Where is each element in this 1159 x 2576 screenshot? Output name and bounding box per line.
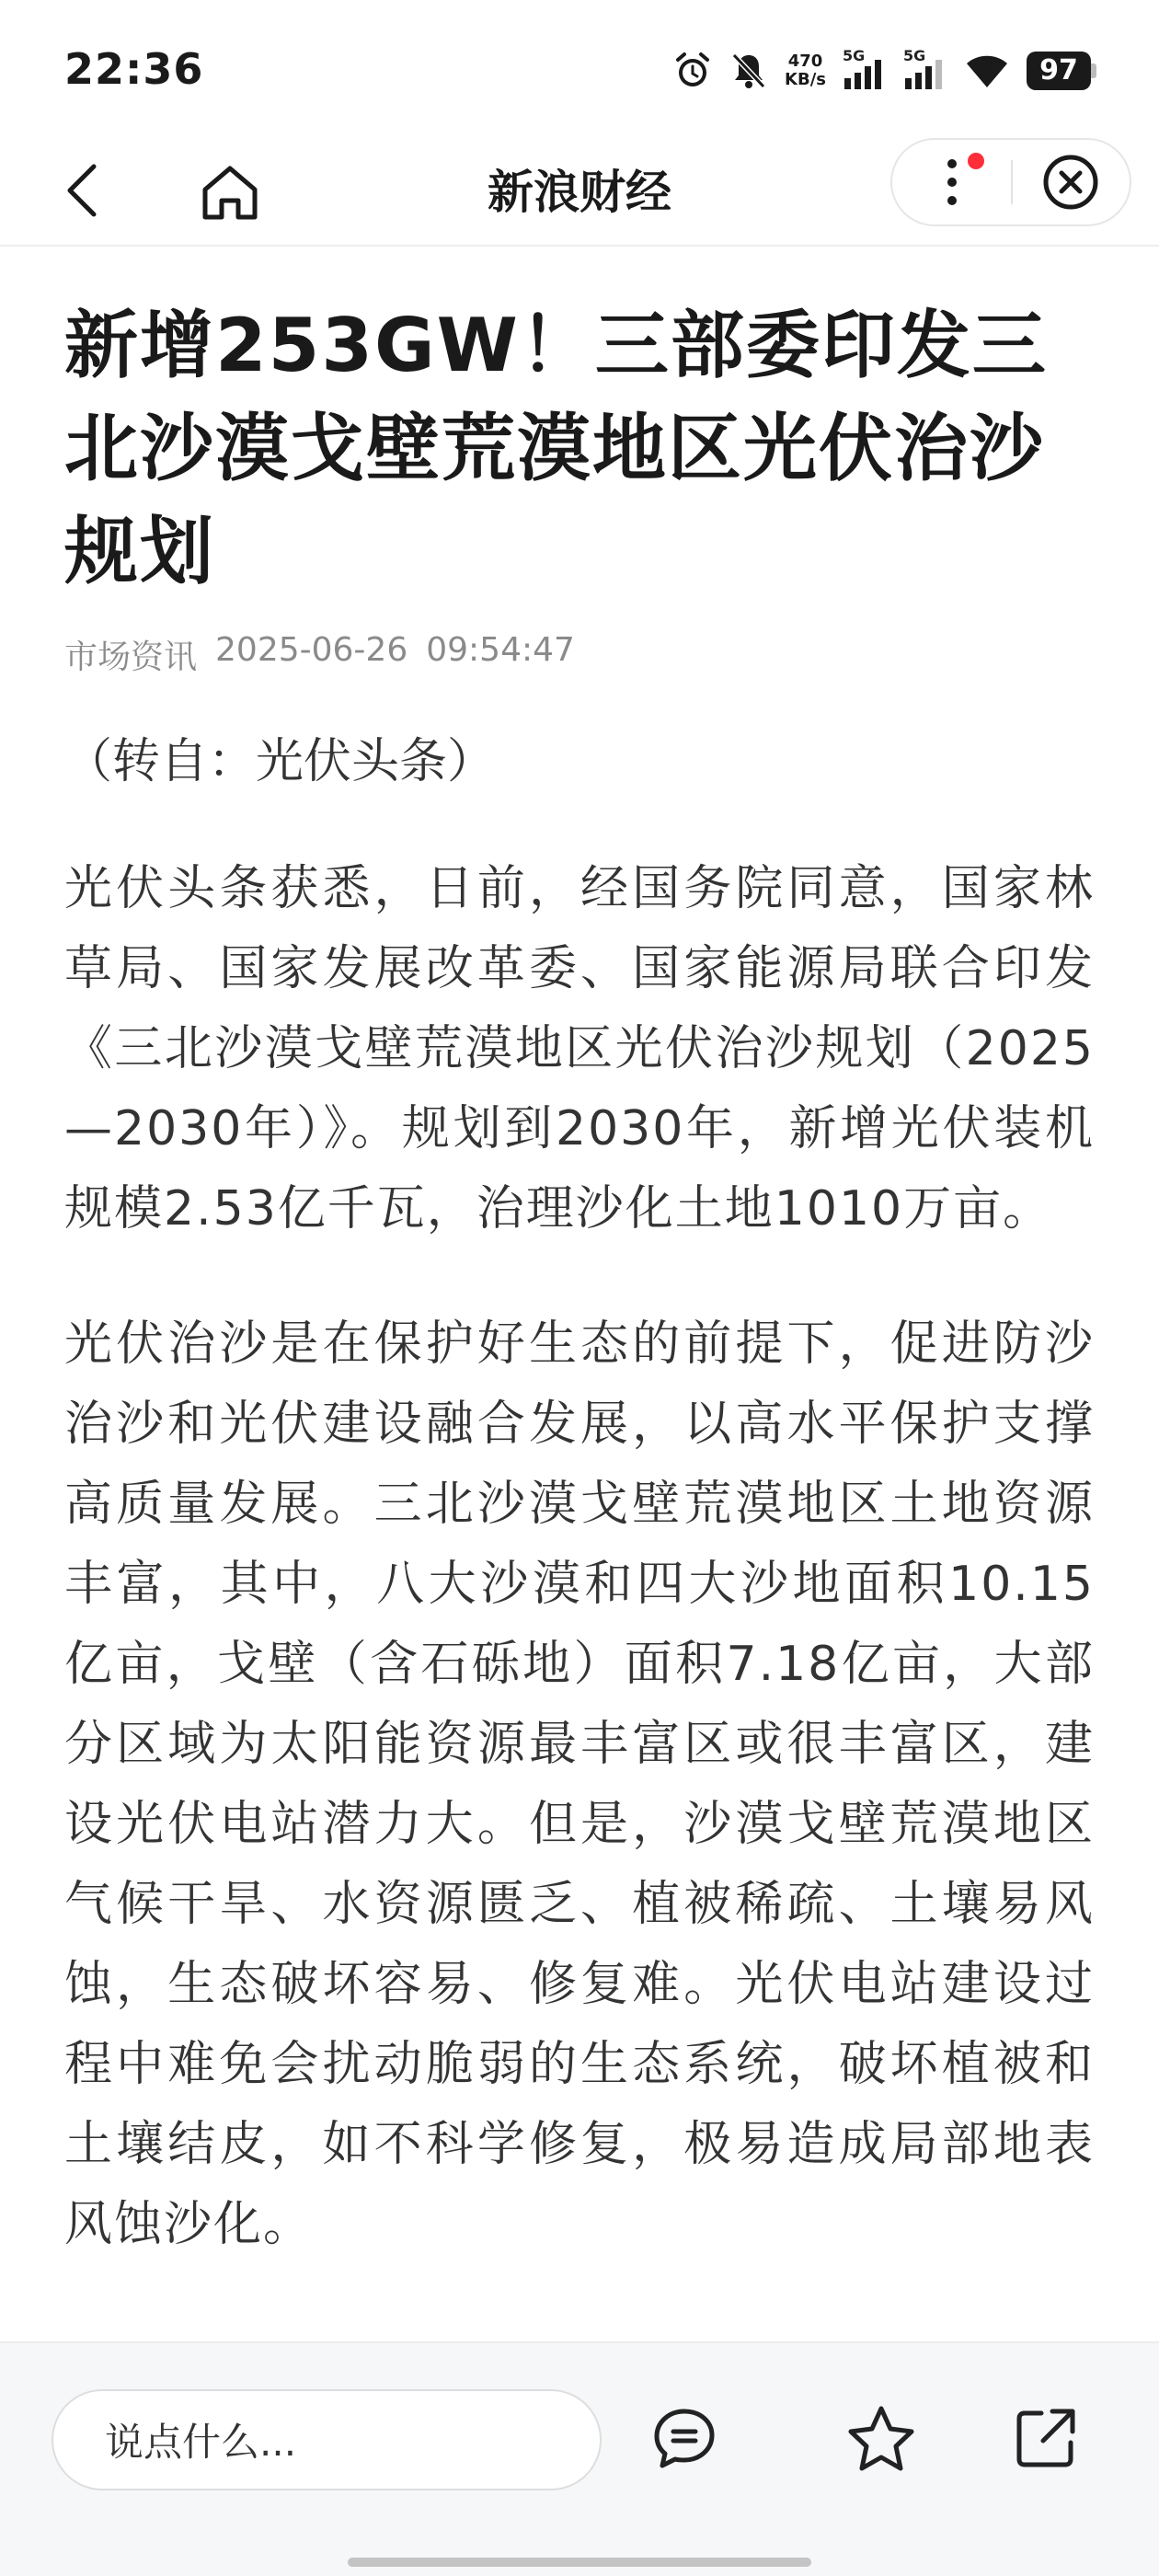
status-icons [672, 48, 1096, 94]
signal-icon [903, 47, 947, 91]
page-title: 新浪财经 [488, 166, 671, 219]
notification-dot [968, 153, 984, 169]
home-button[interactable] [193, 158, 267, 228]
signal-label: 5G [843, 47, 866, 64]
share-icon [1010, 2404, 1080, 2474]
comment-icon [651, 2406, 717, 2472]
bottom-toolbar [0, 2341, 1159, 2576]
net-speed [785, 52, 826, 89]
status-bar [0, 0, 1159, 138]
article-meta [64, 631, 1095, 678]
favorite-button[interactable] [835, 2393, 927, 2485]
article-paragraph: 光伏头条获悉，日前，经国务院同意，国家林草局、国家发展改革委、国家能源局联合印发《三北沙漠戈壁荒漠地区光伏治沙规划（2025—2030年）》。规划到2030年，新增光伏装机规模2.53亿千瓦，治理沙化土地1010万亩。 [64, 861, 1095, 1236]
back-arrow-icon [64, 163, 101, 218]
close-button[interactable] [1013, 140, 1130, 224]
signal-icon [843, 47, 887, 91]
article-source: 市场资讯 [64, 638, 198, 676]
more-icon [945, 155, 959, 210]
home-icon [200, 164, 260, 223]
article [64, 294, 1095, 2265]
mini-program-capsule [890, 138, 1131, 226]
repost-note: （转自：光伏头条） [64, 734, 496, 789]
mute-icon [729, 51, 768, 91]
status-time: 22:36 [64, 44, 204, 94]
article-headline: 新增253GW！三部委印发三北沙漠戈壁荒漠地区光伏治沙规划 [64, 303, 1048, 594]
net-speed-unit: KB/s [785, 70, 826, 89]
comment-placeholder: 说点什么... [105, 2420, 297, 2465]
article-time: 09:54:47 [426, 631, 575, 669]
article-date: 2025-06-26 [215, 631, 408, 669]
battery-icon [1027, 52, 1096, 90]
signal-label: 5G [903, 47, 926, 64]
wifi-icon [964, 51, 1010, 91]
comment-button[interactable] [638, 2393, 730, 2485]
nav-bar [0, 138, 1159, 247]
home-indicator[interactable] [348, 2558, 811, 2567]
share-button[interactable] [999, 2393, 1091, 2485]
more-button[interactable] [892, 140, 1011, 224]
comment-input[interactable] [52, 2389, 602, 2490]
article-paragraph: 光伏治沙是在保护好生态的前提下，促进防沙治沙和光伏建设融合发展，以高水平保护支撑高质量发展。三北沙漠戈壁荒漠地区土地资源丰富，其中，八大沙漠和四大沙地面积10.15亿亩，戈壁（含石砾地）面积7.18亿亩，大部分区域为太阳能资源最丰富区或很丰富区，建设光伏电站潜力大。但是，沙漠戈壁荒漠地区气候干旱、水资源匮乏、植被稀疏、土壤易风蚀，生态破坏容易、修复难。光伏电站建设过程中难免会扰动脆弱的生态系统，破坏植被和土壤结皮，如不科学修复，极易造成局部地表风蚀沙化。 [64, 1317, 1095, 2252]
battery-level: 97 [1027, 52, 1091, 90]
close-icon [1041, 153, 1100, 212]
back-button[interactable] [55, 158, 110, 223]
net-speed-value: 470 [787, 52, 823, 71]
star-icon [844, 2403, 918, 2475]
alarm-icon [672, 51, 713, 91]
